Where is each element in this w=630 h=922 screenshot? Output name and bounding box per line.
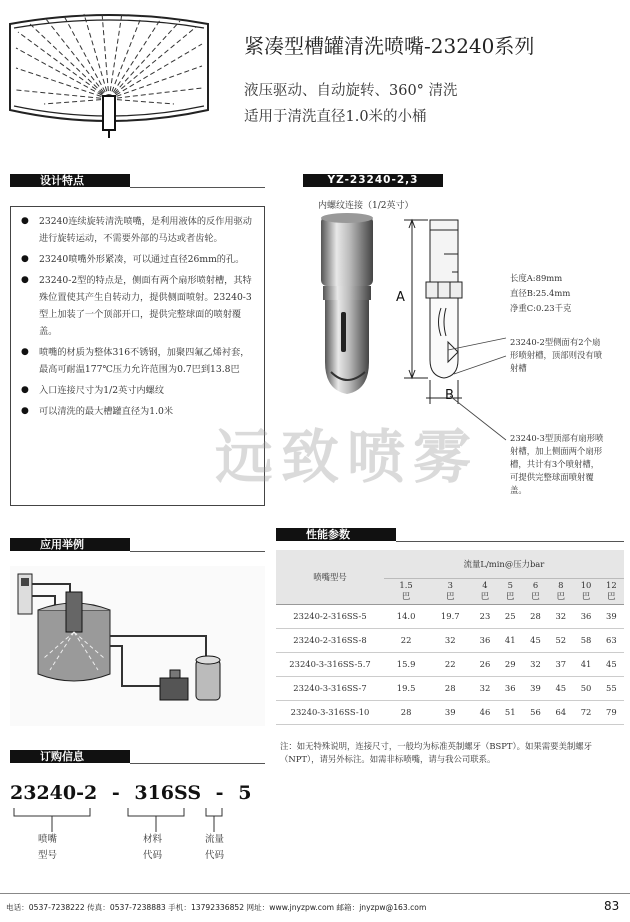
order-heading	[10, 750, 130, 763]
pressure-unit: 巴	[506, 591, 515, 601]
order-code	[10, 782, 251, 804]
flow-cell: 36	[573, 604, 598, 628]
pressure-value: 1.5	[399, 580, 413, 590]
pressure-value: 4	[482, 580, 488, 590]
thread-note: 内螺纹连接（1/2英寸）	[318, 201, 414, 211]
flow-cell: 36	[472, 628, 497, 652]
flow-cell: 25	[498, 604, 523, 628]
flow-cell: 58	[573, 628, 598, 652]
page-title: 紧凑型槽罐清洗喷嘴-23240系列	[244, 34, 535, 58]
pressure-header	[384, 578, 428, 604]
flow-cell: 14.0	[384, 604, 428, 628]
flow-cell: 45	[548, 676, 573, 700]
feature-item: ● 23240连续旋转清洗喷嘴，是利用液体的反作用驱动进行旋转运动，不需要外部的马达或者齿轮。	[11, 213, 256, 247]
row-model: 23240-3-316SS-7	[276, 676, 384, 700]
flow-cell: 26	[472, 652, 497, 676]
pressure-value: 5	[507, 580, 513, 590]
table-row	[276, 628, 624, 652]
flow-cell: 56	[523, 700, 548, 724]
flow-cell: 28	[428, 676, 472, 700]
application-heading	[10, 538, 130, 551]
features-heading-text: 设计特点	[40, 174, 84, 187]
pressure-header	[548, 578, 573, 604]
flow-cell: 32	[472, 676, 497, 700]
page-subtitle-usage: 适用于清洗直径1.0米的小桶	[244, 109, 427, 125]
spec-weight: 净重C:0.23千克	[510, 303, 572, 313]
flow-cell: 39	[523, 676, 548, 700]
pressure-header	[573, 578, 598, 604]
performance-table	[276, 550, 624, 725]
flow-cell: 28	[384, 700, 428, 724]
pressure-unit: 巴	[581, 591, 591, 601]
row-model: 23240-2-316SS-5	[276, 604, 384, 628]
flow-cell: 55	[599, 676, 624, 700]
pressure-header	[498, 578, 523, 604]
pressure-header	[428, 578, 472, 604]
table-row	[276, 604, 624, 628]
pressure-unit: 巴	[446, 591, 455, 601]
order-code-dash: -	[215, 782, 224, 804]
page-subtitle-drive: 液压驱动、自动旋转、360° 清洗	[244, 83, 458, 99]
flow-cell: 72	[573, 700, 598, 724]
order-label-model: 喷嘴 型号	[38, 834, 58, 861]
order-code-flow: 5	[238, 782, 252, 804]
table-row	[276, 676, 624, 700]
pressure-value: 3	[447, 580, 453, 590]
flow-cell: 46	[472, 700, 497, 724]
watermark: 远致喷雾	[215, 423, 480, 491]
header-model: 喷嘴型号	[276, 550, 384, 604]
spec-length: 长度A:89mm	[510, 273, 563, 283]
tank-spray-illustration	[4, 4, 214, 138]
order-heading-text: 订购信息	[40, 750, 84, 763]
table-row	[276, 700, 624, 724]
performance-heading-text: 性能参数	[306, 528, 350, 541]
features-heading	[10, 174, 130, 187]
dimension-b-label: B	[445, 388, 454, 403]
flow-cell: 28	[523, 604, 548, 628]
order-label-flow: 流量 代码	[205, 834, 225, 861]
feature-item: ● 入口连接尺寸为1/2英寸内螺纹	[11, 382, 256, 399]
flow-cell: 45	[599, 652, 624, 676]
pressure-unit: 巴	[401, 591, 411, 601]
model-label-bar	[303, 174, 443, 187]
application-heading-text: 应用举例	[40, 538, 84, 551]
nozzle-photo	[315, 212, 380, 402]
pressure-value: 10	[580, 580, 592, 590]
features-list	[11, 207, 264, 420]
order-heading-rule	[130, 763, 265, 764]
pressure-value: 8	[558, 580, 564, 590]
pressure-unit: 巴	[480, 591, 490, 601]
flow-cell: 41	[573, 652, 598, 676]
feature-item: ● 23240-2型的特点是，侧面有两个扇形喷射槽，其特殊位置使其产生自转动力，提供侧面喷射。23240-3型上加装了一个顶部开口，提供完整球面的喷射覆盖。	[11, 272, 256, 340]
table-body	[276, 604, 624, 724]
pressure-unit: 巴	[556, 591, 565, 601]
type3-note: 23240-3型顶部有扇形喷射槽，加上侧面两个扇形槽，共计有3个喷射槽，可提供完整球面喷射覆盖。	[510, 433, 604, 495]
flow-cell: 41	[498, 628, 523, 652]
pressure-value: 12	[606, 580, 617, 590]
flow-cell: 32	[548, 604, 573, 628]
order-code-model: 23240-2	[10, 782, 98, 804]
table-row	[276, 652, 624, 676]
type2-note: 23240-2型侧面有2个扇形喷射槽，顶部则没有喷射槽	[510, 337, 603, 373]
flow-cell: 23	[472, 604, 497, 628]
flow-cell: 36	[498, 676, 523, 700]
flow-cell: 19.5	[384, 676, 428, 700]
table-header-row	[276, 550, 624, 578]
flow-cell: 15.9	[384, 652, 428, 676]
pressure-header	[599, 578, 624, 604]
flow-cell: 39	[599, 604, 624, 628]
order-label-material: 材料 代码	[143, 834, 163, 861]
flow-cell: 22	[428, 652, 472, 676]
footer-rule	[0, 893, 630, 894]
pressure-unit: 巴	[531, 591, 540, 601]
row-model: 23240-3-316SS-5.7	[276, 652, 384, 676]
order-code-dash: -	[111, 782, 120, 804]
pressure-header	[523, 578, 548, 604]
features-heading-rule	[130, 187, 265, 188]
footer-contact: 电话：0537-7238222 传真：0537-7238883 手机：13792336852 网址：www.jnyzpw.com 邮箱：jnyzpw@163.com	[6, 903, 427, 912]
flow-cell: 22	[384, 628, 428, 652]
application-illustration	[10, 566, 265, 726]
flow-cell: 45	[523, 628, 548, 652]
application-heading-rule	[130, 551, 265, 552]
table-footnote: 注：如无特殊说明，连接尺寸，一般均为标准英制螺牙（BSPT）。如果需要美制螺牙（NPT），请另外标注。如需非标喷嘴，请与我公司联系。	[280, 741, 593, 764]
feature-item: ● 23240喷嘴外形紧凑，可以通过直径26mm的孔。	[11, 251, 256, 268]
header-flow: 流量L/min@压力bar	[384, 550, 624, 578]
pressure-value: 6	[532, 580, 539, 590]
flow-cell: 51	[498, 700, 523, 724]
performance-heading-rule	[396, 541, 624, 542]
feature-item: ● 可以清洗的最大槽罐直径为1.0米	[11, 403, 256, 420]
flow-cell: 64	[548, 700, 573, 724]
pressure-header	[472, 578, 497, 604]
model-label: YZ-23240-2,3	[327, 174, 419, 186]
flow-cell: 79	[599, 700, 624, 724]
flow-cell: 19.7	[428, 604, 472, 628]
pressure-unit: 巴	[607, 591, 616, 601]
flow-cell: 37	[548, 652, 573, 676]
flow-cell: 63	[599, 628, 624, 652]
flow-cell: 39	[428, 700, 472, 724]
feature-item: ● 喷嘴的材质为整体316不锈钢，加聚四氟乙烯衬套，最高可耐温177℃压力允许范围为0.7巴到13.8巴	[11, 344, 256, 378]
dimension-a-label: A	[396, 290, 405, 305]
flow-cell: 50	[573, 676, 598, 700]
flow-cell: 29	[498, 652, 523, 676]
performance-heading	[276, 528, 396, 541]
flow-cell: 32	[428, 628, 472, 652]
row-model: 23240-2-316SS-8	[276, 628, 384, 652]
row-model: 23240-3-316SS-10	[276, 700, 384, 724]
order-code-material: 316SS	[134, 782, 202, 804]
spec-diameter: 直径B:25.4mm	[510, 288, 571, 298]
flow-cell: 52	[548, 628, 573, 652]
page-number: 83	[604, 899, 620, 913]
flow-cell: 32	[523, 652, 548, 676]
